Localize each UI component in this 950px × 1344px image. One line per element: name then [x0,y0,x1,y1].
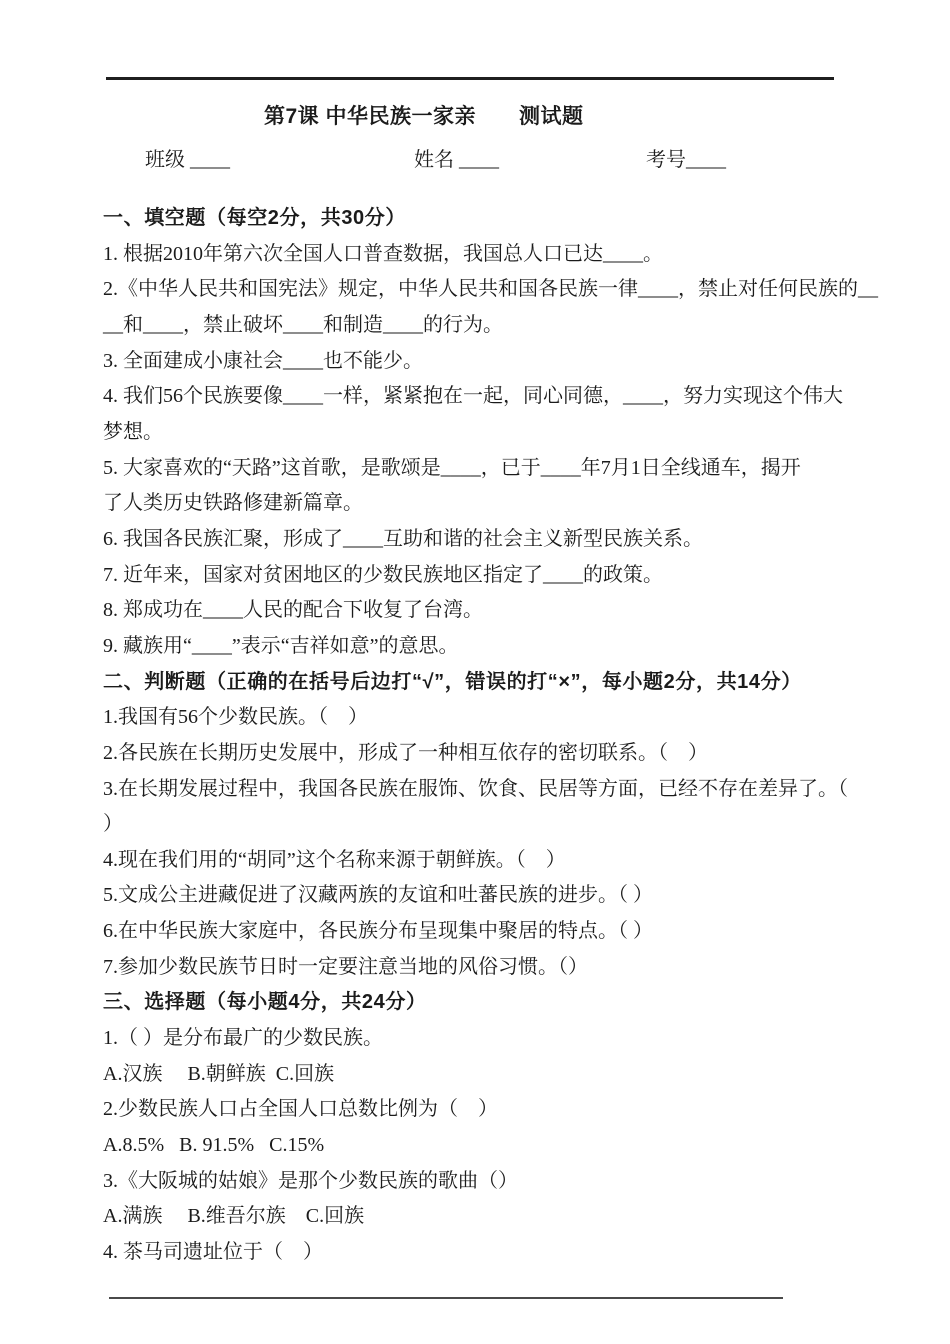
question-line: 1.（ ）是分布最广的少数民族。 [103,1027,383,1050]
section-heading-multiple-choice: 三、选择题（每小题4分，共24分） [103,991,427,1014]
question-line: 5. 大家喜欢的“天路”这首歌，是歌颂是____，已于____年7月1日全线通车，揭开 [103,456,801,479]
section-heading-true-false: 二、判断题（正确的在括号后边打“√”，错误的打“×”，每小题2分，共14分） [103,670,802,693]
question-line: 7.参加少数民族节日时一定要注意当地的风俗习惯。（） [103,955,588,978]
question-line: 2.《中华人民共和国宪法》规定，中华人民共和国各民族一律____，禁止对任何民族的__ [103,278,878,301]
question-line: 8. 郑成功在____人民的配合下收复了台湾。 [103,599,483,622]
question-line: __和____，禁止破坏____和制造____的行为。 [103,313,503,336]
question-line: 7. 近年来，国家对贫困地区的少数民族地区指定了____的政策。 [103,563,663,586]
paper-body [103,201,878,1271]
student-info-row [0,143,950,171]
exam-number-field: 考号____ [646,149,726,171]
question-line: 1.我国有56个少数民族。（ ） [103,706,368,729]
question-line: 6.在中华民族大家庭中，各民族分布呈现集中聚居的特点。（ ） [103,920,653,943]
bottom-divider [109,1297,783,1299]
question-line: 2.各民族在长期历史发展中，形成了一种相互依存的密切联系。（ ） [103,741,708,764]
options-line: A.满族 B.维吾尔族 C.回族 [103,1205,365,1228]
name-field: 姓名 ____ [414,149,499,171]
question-line: 4.现在我们用的“胡同”这个名称来源于朝鲜族。（ ） [103,848,566,871]
question-line: 5.文成公主进藏促进了汉藏两族的友谊和吐蕃民族的进步。（ ） [103,884,653,907]
question-line: 了人类历史铁路修建新篇章。 [103,492,363,515]
question-line: 6. 我国各民族汇聚，形成了____互助和谐的社会主义新型民族关系。 [103,527,703,550]
class-field: 班级 ____ [145,149,230,171]
question-line: 3.在长期发展过程中，我国各民族在服饰、饮食、民居等方面，已经不存在差异了。（ [103,777,848,800]
question-line: 3.《大阪城的姑娘》是那个少数民族的歌曲（） [103,1169,518,1192]
question-line: 梦想。 [103,420,163,443]
question-line: 4. 我们56个民族要像____一样，紧紧抱在一起，同心同德，____，努力实现这个伟大 [103,385,843,408]
question-line: 1. 根据2010年第六次全国人口普查数据，我国总人口已达____。 [103,242,663,265]
question-line: 2.少数民族人口占全国人口总数比例为（ ） [103,1098,498,1121]
top-divider [106,77,834,80]
options-line: A.汉族 B.朝鲜族 C.回族 [103,1062,335,1085]
question-line: 9. 藏族用“____”表示“吉祥如意”的意思。 [103,634,459,657]
question-line: 4. 茶马司遗址位于（ ） [103,1241,323,1264]
section-heading-fill-blank: 一、填空题（每空2分，共30分） [103,207,406,229]
page-title: 第7课 中华民族一家亲 测试题 [264,105,584,128]
question-line: 3. 全面建成小康社会____也不能少。 [103,349,423,372]
options-line: A.8.5% B. 91.5% C.15% [103,1134,325,1157]
question-line: ） [103,813,123,836]
